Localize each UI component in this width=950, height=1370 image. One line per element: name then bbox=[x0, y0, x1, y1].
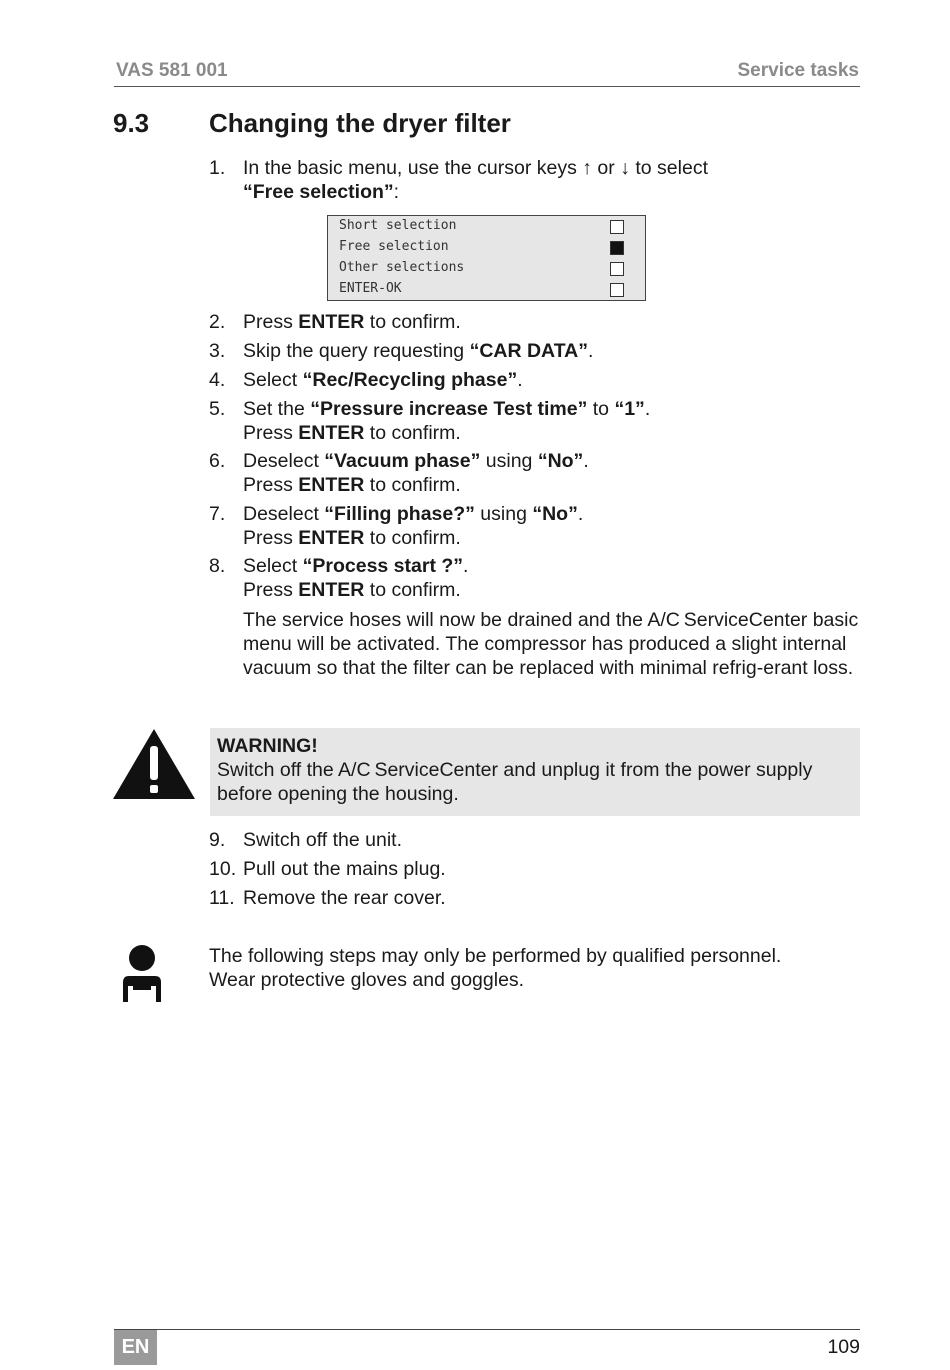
bold-term: “Pressure increase Test time” bbox=[310, 398, 588, 420]
warning-box bbox=[210, 728, 860, 816]
step-number: 5. bbox=[209, 398, 226, 420]
lcd-checkbox bbox=[610, 262, 624, 276]
qualified-personnel-icon bbox=[120, 944, 164, 1004]
warning-title: WARNING! bbox=[217, 735, 318, 757]
step-number: 7. bbox=[209, 503, 226, 525]
lcd-checkbox bbox=[610, 283, 624, 297]
bold-term: ENTER bbox=[298, 422, 365, 444]
lcd-checkbox bbox=[610, 241, 624, 255]
bold-term: “Process start ?” bbox=[302, 555, 464, 577]
step-number: 11. bbox=[209, 887, 235, 909]
step-number: 2. bbox=[209, 311, 226, 333]
lcd-row-label: ENTER-OK bbox=[339, 281, 402, 296]
step-text: Deselect “Vacuum phase” using “No”. Press ENTER to confirm. bbox=[243, 450, 589, 496]
bold-term: “Vacuum phase” bbox=[324, 450, 481, 472]
step-text: Skip the query requesting “CAR DATA”. bbox=[243, 340, 594, 362]
step-text: Pull out the mains plug. bbox=[243, 858, 446, 880]
step-number: 9. bbox=[209, 829, 226, 851]
footer-rule bbox=[114, 1329, 860, 1330]
bold-term: “Rec/Recycling phase” bbox=[302, 369, 518, 391]
section-number: 9.3 bbox=[113, 108, 150, 138]
step-text: Select “Rec/Recycling phase”. bbox=[243, 369, 523, 391]
step-text: Deselect “Filling phase?” using “No”. Press ENTER to confirm. bbox=[243, 503, 584, 549]
step-number: 10. bbox=[209, 858, 237, 880]
page-header bbox=[114, 60, 860, 87]
page-number: 109 bbox=[827, 1336, 860, 1358]
bold-term: ENTER bbox=[298, 579, 365, 601]
bold-term: “No” bbox=[532, 503, 578, 525]
lcd-row bbox=[339, 258, 639, 279]
step-text: Select “Process start ?”. Press ENTER to confirm. bbox=[243, 555, 469, 601]
lcd-row-label: Free selection bbox=[339, 239, 449, 254]
lcd-display bbox=[327, 215, 646, 301]
step-number: 8. bbox=[209, 555, 226, 577]
bold-term: “Free selection” bbox=[243, 181, 394, 203]
bold-term: “No” bbox=[537, 450, 584, 472]
lcd-row bbox=[339, 216, 639, 237]
header-doc-id: VAS 581 001 bbox=[116, 60, 228, 81]
step-number: 6. bbox=[209, 450, 226, 472]
step-text: Remove the rear cover. bbox=[243, 887, 446, 909]
warning-triangle-icon bbox=[112, 728, 196, 800]
bold-term: “Filling phase?” bbox=[324, 503, 475, 525]
bold-term: “CAR DATA” bbox=[469, 340, 588, 362]
step-number: 4. bbox=[209, 369, 226, 391]
lcd-checkbox bbox=[610, 220, 624, 234]
bold-term: ENTER bbox=[298, 474, 365, 496]
step-text: Set the “Pressure increase Test time” to “1”. Press ENTER to confirm. bbox=[243, 398, 651, 444]
arrow-up-icon: ↑ bbox=[582, 157, 593, 179]
section-title: Changing the dryer filter bbox=[209, 108, 511, 138]
step-text: Switch off the unit. bbox=[243, 829, 402, 851]
lcd-row-label: Other selections bbox=[339, 260, 465, 275]
warning-text: Switch off the A/C ServiceCenter and unplug it from the power supply before opening the housing. bbox=[217, 759, 813, 805]
header-chapter: Service tasks bbox=[737, 60, 859, 81]
language-tab: EN bbox=[114, 1330, 157, 1365]
arrow-down-icon: ↓ bbox=[620, 157, 630, 179]
step-number: 1. bbox=[209, 157, 226, 179]
step-text: Press ENTER to confirm. bbox=[243, 311, 461, 333]
bold-term: “1” bbox=[614, 398, 645, 420]
bold-term: ENTER bbox=[298, 311, 365, 333]
lcd-row bbox=[339, 237, 639, 258]
step-number: 3. bbox=[209, 340, 226, 362]
lcd-row-label: Short selection bbox=[339, 218, 457, 233]
drain-info-paragraph: The service hoses will now be drained and the A/C ServiceCenter basic menu will be activated. The compressor has produced a slight internal vacuum so that the filter can be replaced with minimal refrig-erant loss. bbox=[243, 609, 859, 679]
bold-term: ENTER bbox=[298, 527, 365, 549]
lcd-row bbox=[339, 279, 639, 300]
step-text: In the basic menu, use the cursor keys ↑ or ↓ to select “Free selection”: bbox=[243, 157, 708, 203]
personnel-note: The following steps may only be performed by qualified personnel. Wear protective gloves and goggles. bbox=[209, 945, 782, 991]
